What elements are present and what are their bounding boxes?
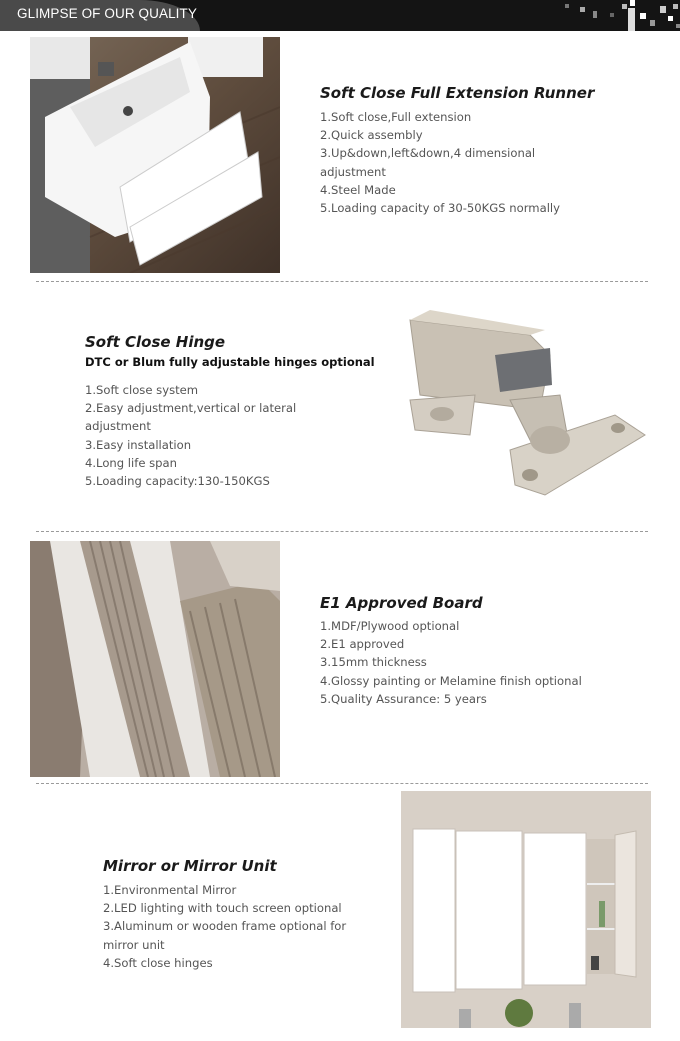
mirror-cabinet-photo — [401, 791, 651, 1028]
section-title: E1 Approved Board — [320, 594, 483, 612]
feature-item: 3.Up&down,left&down,4 dimensional adjustment — [320, 146, 536, 179]
section-title: Mirror or Mirror Unit — [103, 857, 277, 875]
feature-list — [320, 108, 580, 217]
feature-item: 1.MDF/Plywood optional — [320, 619, 460, 633]
feature-item: 1.Environmental Mirror — [103, 883, 237, 897]
feature-item: 3.Easy installation — [85, 437, 192, 452]
feature-item: 3.Aluminum or wooden frame optional for mirror unit — [103, 919, 347, 952]
feature-item: 2.LED lighting with touch screen optional — [103, 901, 342, 916]
feature-item: 2.E1 approved — [320, 637, 405, 652]
dashed-divider — [36, 531, 648, 532]
board-photo — [30, 541, 280, 777]
feature-list — [320, 617, 620, 708]
feature-item: 4.Long life span — [85, 455, 177, 470]
feature-item: 5.Quality Assurance: 5 years — [320, 691, 487, 706]
feature-item: 2.Easy adjustment,vertical or lateral adjustment — [85, 401, 297, 434]
section-title: Soft Close Full Extension Runner — [320, 84, 595, 102]
dashed-divider — [36, 783, 648, 784]
feature-item: 1.Soft close,Full extension — [320, 110, 472, 124]
dashed-divider — [36, 281, 648, 282]
hinge-photo — [400, 300, 650, 510]
feature-item: 5.Loading capacity:130-150KGS — [85, 474, 270, 489]
feature-item: 4.Soft close hinges — [103, 955, 213, 970]
feature-item: 2.Quick assembly — [320, 128, 423, 143]
section-header-banner — [0, 0, 680, 31]
feature-list — [103, 881, 378, 972]
section-subtitle: DTC or Blum fully adjustable hinges optional — [85, 355, 375, 369]
feature-item: 4.Glossy painting or Melamine finish optional — [320, 673, 582, 688]
feature-item: 3.15mm thickness — [320, 655, 427, 670]
feature-item: 4.Steel Made — [320, 182, 396, 197]
feature-list — [85, 381, 325, 490]
feature-item: 5.Loading capacity of 30-50KGS normally — [320, 201, 561, 216]
header-title: GLIMPSE OF OUR QUALITY — [17, 6, 197, 21]
vanity-cabinet-photo — [30, 37, 280, 273]
feature-item: 1.Soft close system — [85, 383, 199, 397]
section-title: Soft Close Hinge — [85, 333, 226, 351]
